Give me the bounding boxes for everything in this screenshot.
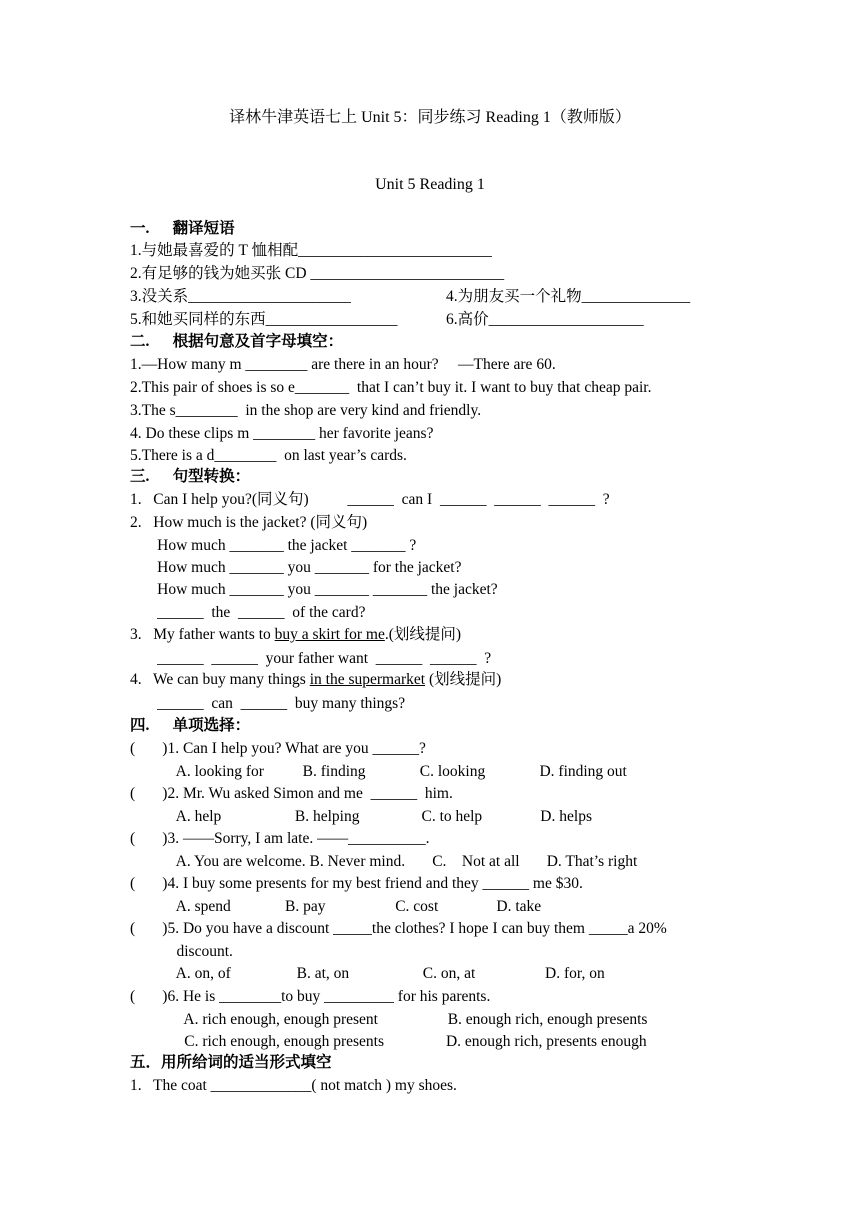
section1-item-4: 4.为朋友买一个礼物______________ — [446, 288, 691, 305]
section1-heading: 一. 翻译短语 — [130, 220, 235, 237]
section3-q3 — [130, 625, 461, 645]
section4-line-12: ( )6. He is ________to buy _________ for his parents. — [130, 988, 491, 1005]
section1-item-2: 2.有足够的钱为她买张 CD _________________________ — [130, 265, 505, 282]
section2-item-2: 2.This pair of shoes is so e_______ that I can’t buy it. I want to buy that cheap pair. — [130, 379, 652, 396]
page-subtitle: Unit 5 Reading 1 — [375, 176, 485, 193]
section3-line-3: How much _______ the jacket _______ ? — [130, 537, 417, 554]
section3-q4-underlined: in the supermarket — [309, 671, 426, 688]
section1-item-3: 3.没关系_____________________ — [130, 288, 351, 305]
section4-line-2: A. looking for B. finding C. looking D. finding out — [130, 763, 627, 780]
section3-q4 — [130, 670, 501, 690]
section3-q3-answer: ______ ______ your father want ______ ______ ? — [130, 650, 492, 667]
section1-item-1: 1.与她最喜爱的 T 恤相配_________________________ — [130, 242, 492, 259]
section4-line-14: C. rich enough, enough presents D. enough rich, presents enough — [130, 1033, 647, 1050]
section2-item-1: 1.—How many m ________ are there in an hour? —There are 60. — [130, 356, 556, 373]
section3-line-1: 1. Can I help you?(同义句) ______ can I ______ ______ ______ ? — [130, 491, 610, 508]
section4-line-7: ( )4. I buy some presents for my best friend and they ______ me $30. — [130, 875, 583, 892]
section2-item-4: 4. Do these clips m ________ her favorite jeans? — [130, 425, 434, 442]
section4-line-3: ( )2. Mr. Wu asked Simon and me ______ him. — [130, 785, 453, 802]
section3-q4-answer: ______ can ______ buy many things? — [130, 695, 406, 712]
section3-line-4: How much _______ you _______ for the jacket? — [130, 559, 462, 576]
section3-line-5: How much _______ you _______ _______ the jacket? — [130, 581, 498, 598]
section3-q4-pre: 4. We can buy many things — [130, 671, 310, 688]
section2-heading: 二. 根据句意及首字母填空： — [130, 333, 344, 350]
section3-q3-underlined: buy a skirt for me — [274, 626, 385, 643]
section4-line-8: A. spend B. pay C. cost D. take — [130, 898, 542, 915]
section2-item-5: 5.There is a d________ on last year’s cards. — [130, 447, 407, 464]
section4-line-11: A. on, of B. at, on C. on, at D. for, on — [130, 965, 605, 982]
section3-line-6: ______ the ______ of the card? — [130, 604, 366, 621]
section4-heading: 四. 单项选择： — [130, 717, 251, 734]
section4-line-10: discount. — [130, 943, 233, 960]
section3-line-2: 2. How much is the jacket? (同义句) — [130, 514, 368, 531]
page-title: 译林牛津英语七上 Unit 5：同步练习 Reading 1（教师版） — [229, 109, 631, 126]
section4-line-5: ( )3. ——Sorry, I am late. ——__________. — [130, 830, 430, 847]
section3-q4-post: (划线提问) — [425, 671, 502, 688]
section3-q3-post: .(划线提问) — [384, 626, 462, 643]
section1-item-5: 5.和她买同样的东西_________________ — [130, 311, 398, 328]
section2-item-3: 3.The s________ in the shop are very kind and friendly. — [130, 402, 482, 419]
section5-item-1: 1. The coat _____________( not match ) my shoes. — [130, 1077, 457, 1094]
section4-line-1: ( )1. Can I help you? What are you ______? — [130, 740, 426, 757]
section4-line-6: A. You are welcome. B. Never mind. C. Not at all D. That’s right — [130, 853, 638, 870]
section5-heading: 五．用所给词的适当形式填空 — [130, 1054, 332, 1071]
section4-line-9: ( )5. Do you have a discount _____the clothes? I hope I can buy them _____a 20% — [130, 920, 667, 937]
section3-heading: 三. 句型转换： — [130, 468, 251, 485]
section4-line-4: A. help B. helping C. to help D. helps — [130, 808, 592, 825]
section4-line-13: A. rich enough, enough present B. enough rich, enough presents — [130, 1011, 648, 1028]
section1-item-6: 6.高价____________________ — [446, 311, 644, 328]
section3-q3-pre: 3. My father wants to — [130, 626, 275, 643]
